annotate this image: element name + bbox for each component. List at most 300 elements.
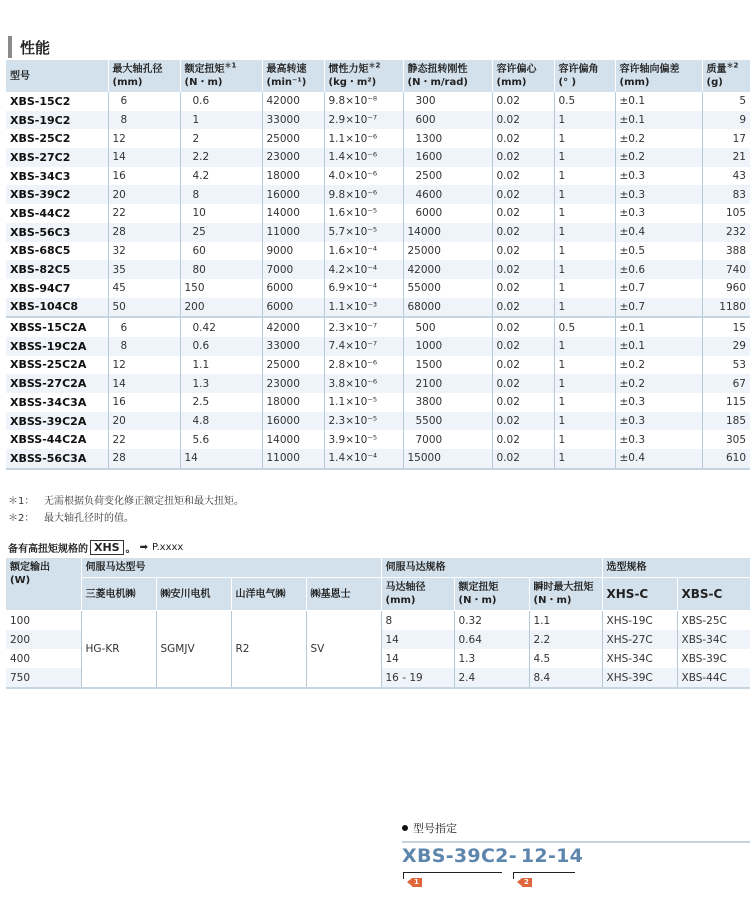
value-cell: 6 [108,92,180,111]
value-cell: 42000 [403,260,492,279]
value-cell: 7.4×10⁻⁷ [324,337,403,356]
value-cell: 0.02 [492,167,554,186]
value-cell: 1.1 [180,356,262,375]
column-header: 静态扭转刚性 (N・m/rad) [403,60,492,92]
xhs-prefix: 备有高扭矩规格的 [8,544,88,555]
value-cell: 23000 [262,374,324,393]
value-cell: 60 [180,242,262,261]
maker-header: 三菱电机㈱ [81,578,156,611]
xhs-selection-cell: XHS-27C [602,630,677,649]
value-cell: 9.8×10⁻⁸ [324,92,403,111]
value-cell: 0.02 [492,92,554,111]
value-cell: 4.0×10⁻⁶ [324,167,403,186]
value-cell: 29 [702,337,750,356]
value-cell: 1 [554,356,615,375]
xbs-c-header: XBS-C [677,578,750,611]
page-reference-link[interactable]: P.xxxx [152,542,184,553]
value-cell: 1 [554,412,615,431]
xhs-selection-cell: XHS-34C [602,649,677,668]
servo-model-cell: R2 [231,611,306,689]
rated-output-cell: 400 [10,652,31,665]
table-row [6,412,750,431]
value-cell: 0.02 [492,298,554,318]
peak-torque-cell: 1.1 [529,611,602,631]
table-row [6,167,750,186]
value-cell: 0.02 [492,148,554,167]
value-cell: 388 [702,242,750,261]
value-cell: 16 [108,393,180,412]
model-cell: XBSS-34C3A [10,395,87,409]
value-cell: 25000 [262,356,324,375]
value-cell: ±0.4 [615,223,702,242]
value-cell: 1 [554,393,615,412]
value-cell: 9.8×10⁻⁶ [324,185,403,204]
value-cell: 1.1×10⁻⁶ [324,129,403,148]
code-part-2: 12-14 [520,845,584,867]
value-cell: 1 [554,449,615,469]
shaft-diameter-cell: 14 [381,630,454,649]
value-cell: ±0.2 [615,374,702,393]
peak-torque-cell: 8.4 [529,668,602,688]
table-row [6,449,750,469]
value-cell: 6000 [262,279,324,298]
tag-2-icon: 2 [522,878,532,887]
value-cell: 33000 [262,111,324,130]
column-header: 质量$^{*2}$ (g) [702,60,750,92]
xbs-selection-cell: XBS-25C [677,611,750,631]
value-cell: ±0.5 [615,242,702,261]
selection-group-header: 选型规格 [602,558,750,578]
value-cell: 9000 [262,242,324,261]
value-cell: 3.8×10⁻⁶ [324,374,403,393]
model-cell: XBS-94C7 [10,281,71,295]
value-cell: 2.5 [180,393,262,412]
column-header: 容许轴向偏差 (mm) [615,60,702,92]
value-cell: 8 [108,111,180,130]
value-cell: 50 [108,298,180,318]
model-cell: XBS-34C3 [10,169,71,183]
footnote-key: ＊1： [8,496,35,507]
value-cell: ±0.1 [615,111,702,130]
model-cell: XBS-68C5 [10,244,71,258]
xbs-selection-cell: XBS-44C [677,668,750,688]
value-cell: 8 [108,337,180,356]
model-cell: XBS-104C8 [6,298,108,318]
value-cell: ±0.7 [615,279,702,298]
servo-model-group-header: 伺服马达型号 [81,558,381,578]
xhs-c-header: XHS-C [602,578,677,611]
model-cell: XBS-56C3 [6,223,108,242]
table-row [6,611,750,631]
column-header: 容许偏心 (mm) [492,60,554,92]
value-cell: 1.1×10⁻³ [324,298,403,318]
table-row [6,111,750,130]
rated-output-cell: 200 [6,630,81,649]
value-cell: 43 [702,167,750,186]
value-cell: 0.02 [492,129,554,148]
value-cell: 300 [403,92,492,111]
table-row [6,356,750,375]
xbs-selection-cell: XBS-34C [677,630,750,649]
value-cell: ±0.1 [615,92,702,111]
value-cell: 23000 [262,148,324,167]
value-cell: 55000 [403,279,492,298]
rated-output-cell: 750 [6,668,81,688]
value-cell: 3.9×10⁻⁵ [324,430,403,449]
value-cell: 0.02 [492,430,554,449]
value-cell: 2.3×10⁻⁵ [324,412,403,431]
value-cell: 35 [108,260,180,279]
table-row [6,260,750,279]
value-cell: 21 [702,148,750,167]
table-row [6,317,750,337]
maker-header: 山洋电气㈱ [231,578,306,611]
value-cell: 18000 [262,393,324,412]
value-cell: 7000 [403,430,492,449]
value-cell: ±0.3 [615,167,702,186]
value-cell: 8 [180,185,262,204]
value-cell: ±0.1 [615,337,702,356]
value-cell: 1 [554,374,615,393]
value-cell: 0.02 [492,242,554,261]
rated-torque-cell: 0.64 [454,630,529,649]
value-cell: 1000 [403,337,492,356]
value-cell: 1.6×10⁻⁴ [324,242,403,261]
model-cell: XBS-82C5 [6,260,108,279]
divider [402,841,750,843]
value-cell: 115 [702,393,750,412]
value-cell: 17 [702,129,750,148]
value-cell: 14 [108,374,180,393]
value-cell: 14000 [403,223,492,242]
value-cell: 11000 [262,223,324,242]
value-cell: 740 [702,260,750,279]
value-cell: 1 [554,111,615,130]
value-cell: 1 [554,279,615,298]
model-cell: XBS-19C2 [6,111,108,130]
table-row [6,185,750,204]
value-cell: 232 [702,223,750,242]
xhs-selection-cell: XHS-39C [602,668,677,688]
value-cell: 9 [702,111,750,130]
value-cell: ±0.7 [615,298,702,318]
rated-torque-cell: 2.4 [454,668,529,688]
value-cell: 2.8×10⁻⁶ [324,356,403,375]
value-cell: 1.4×10⁻⁶ [324,148,403,167]
model-cell: XBS-15C2 [10,94,71,108]
value-cell: ±0.6 [615,260,702,279]
table-row [6,430,750,449]
value-cell: 1 [554,337,615,356]
value-cell: 0.5 [554,317,615,337]
column-header: 最大轴孔径 (mm) [108,60,180,92]
value-cell: 5.7×10⁻⁵ [324,223,403,242]
maker-header: ㈱基恩士 [306,578,381,611]
value-cell: ±0.1 [615,317,702,337]
arrow-right-icon: ➡ [139,542,148,553]
table-row [6,279,750,298]
value-cell: 0.42 [180,317,262,337]
column-header: 型号 [6,60,108,92]
value-cell: 1500 [403,356,492,375]
value-cell: ±0.4 [615,449,702,469]
value-cell: 12 [108,356,180,375]
value-cell: 4.8 [180,412,262,431]
servo-model-cell: SGMJV [156,611,231,689]
footnote [8,493,244,510]
peak-torque-cell: 2.2 [529,630,602,649]
table-row [6,298,750,318]
value-cell: 1 [180,111,262,130]
value-cell: ±0.3 [615,430,702,449]
value-cell: 25000 [262,129,324,148]
value-cell: 6000 [262,298,324,318]
model-cell: XBS-27C2 [6,148,108,167]
value-cell: 28 [108,223,180,242]
value-cell: 53 [702,356,750,375]
footnote-text: 最大轴孔径时的值。 [44,513,134,524]
value-cell: 42000 [262,92,324,111]
column-header: 惯性力矩$^{*2}$ (kg・m²) [324,60,403,92]
value-cell: ±0.2 [615,356,702,375]
value-cell: 68000 [403,298,492,318]
column-header: 最高转速 (min⁻¹) [262,60,324,92]
xhs-selection-cell: XHS-19C [602,611,677,631]
value-cell: 185 [702,412,750,431]
value-cell: 16000 [262,412,324,431]
shaft-diameter-cell: 16 - 19 [381,668,454,688]
value-cell: ±0.2 [615,129,702,148]
value-cell: 2.9×10⁻⁷ [324,111,403,130]
shaft-diameter-header: 马达轴径 (mm) [381,578,454,611]
value-cell: 14 [180,449,262,469]
value-cell: 2.3×10⁻⁷ [324,317,403,337]
value-cell: 33000 [262,337,324,356]
value-cell: 105 [702,204,750,223]
value-cell: 0.02 [492,449,554,469]
value-cell: 2500 [403,167,492,186]
value-cell: 4600 [403,185,492,204]
value-cell: 0.5 [554,92,615,111]
value-cell: 1.6×10⁻⁵ [324,204,403,223]
table-row [6,242,750,261]
value-cell: ±0.3 [615,412,702,431]
value-cell: 1 [554,148,615,167]
value-cell: 83 [702,185,750,204]
rated-output-header: 额定输出 (W) [6,558,81,611]
value-cell: 0.02 [492,185,554,204]
value-cell: 11000 [262,449,324,469]
value-cell: 200 [180,298,262,318]
shaft-diameter-cell: 14 [381,649,454,668]
model-cell: XBSS-39C2A [6,412,108,431]
value-cell: 42000 [262,317,324,337]
xhs-boxed-label: XHS [90,540,124,555]
value-cell: 1180 [702,298,750,318]
value-cell: 960 [702,279,750,298]
value-cell: 15000 [403,449,492,469]
value-cell: 12 [108,129,180,148]
value-cell: 5.6 [180,430,262,449]
xbs-selection-cell: XBS-39C [677,649,750,668]
model-cell: XBSS-44C2A [10,433,87,447]
value-cell: 25 [180,223,262,242]
value-cell: 80 [180,260,262,279]
designation-label: 型号指定 [413,822,457,835]
value-cell: 16 [108,167,180,186]
value-cell: 2.2 [180,148,262,167]
tag-1-icon: 1 [412,878,422,887]
heading-bar [8,36,12,58]
designation-label-row [402,820,750,836]
servo-spec-group-header: 伺服马达规格 [381,558,602,578]
value-cell: 305 [702,430,750,449]
model-cell: XBSS-25C2A [10,358,87,372]
value-cell: 500 [403,317,492,337]
value-cell: 1 [554,430,615,449]
value-cell: 67 [702,374,750,393]
bullet-icon [402,825,408,831]
value-cell: 0.02 [492,374,554,393]
value-cell: 14 [108,148,180,167]
value-cell: 22 [108,430,180,449]
value-cell: 1 [554,167,615,186]
code-part-1: XBS-39C2- [402,845,517,867]
model-cell: XBS-25C2 [10,132,71,146]
table-row [6,204,750,223]
value-cell: ±0.2 [615,148,702,167]
value-cell: 0.6 [180,92,262,111]
section-heading [8,36,50,58]
table-row [6,92,750,111]
value-cell: 1600 [403,148,492,167]
value-cell: 28 [108,449,180,469]
peak-torque-cell: 4.5 [529,649,602,668]
value-cell: ±0.3 [615,185,702,204]
value-cell: 0.02 [492,223,554,242]
table-row [6,148,750,167]
value-cell: 150 [180,279,262,298]
value-cell: 10 [180,204,262,223]
value-cell: 1 [554,242,615,261]
table-row [6,223,750,242]
model-designation [402,820,750,886]
column-header: 容许偏角 (° ) [554,60,615,92]
rated-output-cell: 100 [10,614,31,627]
value-cell: 5500 [403,412,492,431]
value-cell: 0.02 [492,279,554,298]
value-cell: 2100 [403,374,492,393]
value-cell: 32 [108,242,180,261]
value-cell: 1.3 [180,374,262,393]
value-cell: 1.4×10⁻⁴ [324,449,403,469]
value-cell: 1 [554,223,615,242]
shaft-diameter-cell: 8 [381,611,454,631]
footnotes [8,493,244,527]
table-row [6,374,750,393]
servo-model-cell: SV [306,611,381,689]
value-cell: 1 [554,204,615,223]
value-cell: 20 [108,412,180,431]
value-cell: 0.02 [492,356,554,375]
footnote-key: ＊2： [8,513,35,524]
value-cell: 45 [108,279,180,298]
model-cell: XBS-44C2 [10,206,71,220]
value-cell: 6 [108,317,180,337]
value-cell: 600 [403,111,492,130]
value-cell: 22 [108,204,180,223]
value-cell: 1 [554,260,615,279]
value-cell: 5 [702,92,750,111]
value-cell: 0.02 [492,412,554,431]
value-cell: 25000 [403,242,492,261]
value-cell: 1 [554,298,615,318]
value-cell: 1300 [403,129,492,148]
value-cell: 14000 [262,204,324,223]
rated-torque-cell: 1.3 [454,649,529,668]
servo-model-cell: HG-KR [81,611,156,689]
model-cell: XBS-39C2 [6,185,108,204]
value-cell: 14000 [262,430,324,449]
model-cell: XBSS-15C2A [6,317,108,337]
value-cell: 0.02 [492,260,554,279]
value-cell: 0.6 [180,337,262,356]
value-cell: 16000 [262,185,324,204]
value-cell: ±0.3 [615,204,702,223]
value-cell: 0.02 [492,317,554,337]
value-cell: 7000 [262,260,324,279]
value-cell: 18000 [262,167,324,186]
column-header: 额定扭矩$^{*1}$ (N・m) [180,60,262,92]
value-cell: 6.9×10⁻⁴ [324,279,403,298]
value-cell: 4.2 [180,167,262,186]
performance-table [6,60,750,470]
value-cell: 610 [702,449,750,469]
table-row [6,393,750,412]
value-cell: 20 [108,185,180,204]
model-cell: XBSS-27C2A [6,374,108,393]
table-row [6,337,750,356]
value-cell: ±0.3 [615,393,702,412]
footnote-text: 无需根据负荷变化修正额定扭矩和最大扭矩。 [44,496,244,507]
designation-code [402,845,750,867]
value-cell: 1 [554,129,615,148]
value-cell: 6000 [403,204,492,223]
value-cell: 0.02 [492,204,554,223]
value-cell: 4.2×10⁻⁴ [324,260,403,279]
servo-motor-table [6,558,750,689]
footnote [8,510,244,527]
table-row [6,129,750,148]
value-cell: 15 [702,317,750,337]
rated-torque-header: 额定扭矩 (N・m) [454,578,529,611]
value-cell: 0.02 [492,337,554,356]
value-cell: 1 [554,185,615,204]
xhs-reference [8,540,183,555]
value-cell: 0.02 [492,111,554,130]
value-cell: 3800 [403,393,492,412]
section-title: 性能 [20,38,51,57]
value-cell: 2 [180,129,262,148]
value-cell: 1.1×10⁻⁵ [324,393,403,412]
value-cell: 0.02 [492,393,554,412]
model-cell: XBSS-56C3A [6,449,108,469]
peak-torque-header: 瞬时最大扭矩 (N・m) [529,578,602,611]
rated-torque-cell: 0.32 [454,611,529,631]
model-cell: XBSS-19C2A [6,337,108,356]
maker-header: ㈱安川电机 [156,578,231,611]
xhs-suffix: 。 [125,544,136,555]
